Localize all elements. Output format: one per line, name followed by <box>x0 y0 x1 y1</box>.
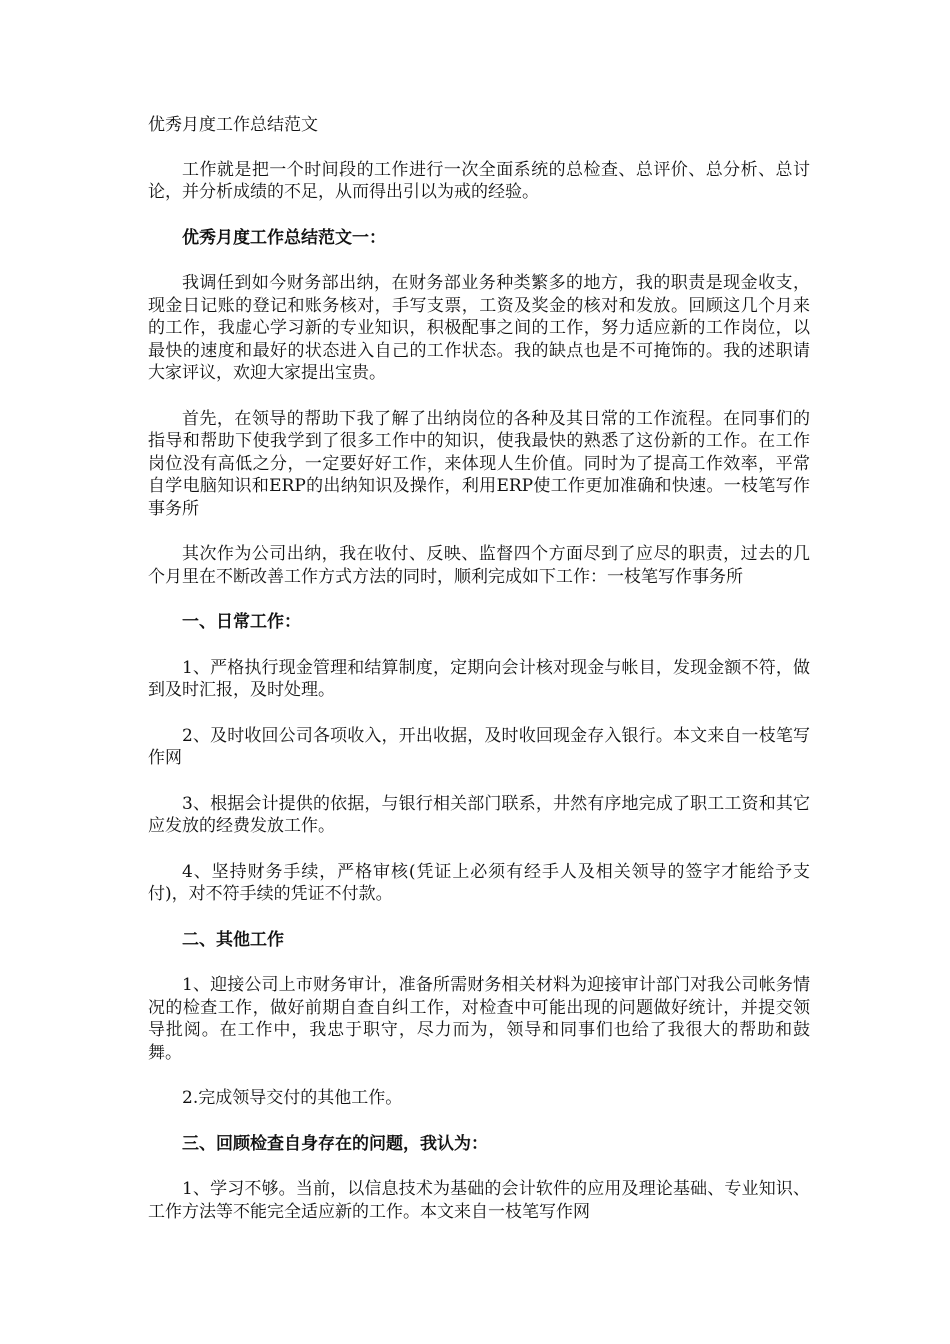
list-item-review-1: 1、学习不够。当前，以信息技术为基础的会计软件的应用及理论基础、专业知识、工作方法等不能完全适应新的工作。本文来自一枝笔写作网 <box>148 1179 810 1222</box>
document-body <box>148 114 810 1246</box>
section-heading-review: 三、回顾检查自身存在的问题，我认为： <box>182 1133 488 1154</box>
document-title: 优秀月度工作总结范文 <box>148 115 318 135</box>
list-item-daily-1: 1、严格执行现金管理和结算制度，定期向会计核对现金与帐目，发现金额不符，做到及时汇报，及时处理。 <box>148 657 810 700</box>
section-heading-sample-one: 优秀月度工作总结范文一： <box>182 227 386 248</box>
list-item-other-2: 2.完成领导交付的其他工作。 <box>182 1088 403 1108</box>
paragraph-first: 首先，在领导的帮助下我了解了出纳岗位的各种及其日常的工作流程。在同事们的指导和帮助下使我学到了很多工作中的知识，使我最快的熟悉了这份新的工作。在工作岗位没有高低之分，一定要好好工作，来体现人生价值。同时为了提高工作效率，平常自学电脑知识和ERP的出纳知识及操作，利用ERP使工作更加准确和快速。一枝笔写作事务所 <box>148 408 810 519</box>
section-heading-daily-work: 一、日常工作： <box>182 612 301 632</box>
intro-paragraph: 工作就是把一个时间段的工作进行一次全面系统的总检查、总评价、总分析、总讨论，并分析成绩的不足，从而得出引以为戒的经验。 <box>148 159 810 202</box>
list-item-daily-4: 4、坚持财务手续，严格审核(凭证上必须有经手人及相关领导的签字才能给予支付)，对不符手续的凭证不付款。 <box>148 861 810 904</box>
section-heading-other-work: 二、其他工作 <box>182 929 284 950</box>
list-item-daily-2: 2、及时收回公司各项收入，开出收据，及时收回现金存入银行。本文来自一枝笔写作网 <box>148 725 810 768</box>
paragraph-role-overview: 我调任到如今财务部出纳，在财务部业务种类繁多的地方，我的职责是现金收支，现金日记账的登记和账务核对，手写支票，工资及奖金的核对和发放。回顾这几个月来的工作，我虚心学习新的专业知识，积极配事之间的工作，努力适应新的工作岗位，以最快的速度和最好的状态进入自己的工作状态。我的缺点也是不可掩饰的。我的述职请大家评议，欢迎大家提出宝贵。 <box>148 273 810 383</box>
paragraph-second: 其次作为公司出纳，我在收付、反映、监督四个方面尽到了应尽的职责，过去的几个月里在不断改善工作方式方法的同时，顺利完成如下工作：一枝笔写作事务所 <box>148 544 810 587</box>
list-item-daily-3: 3、根据会计提供的依据，与银行相关部门联系，井然有序地完成了职工工资和其它应发放的经费发放工作。 <box>148 793 810 836</box>
list-item-other-1: 1、迎接公司上市财务审计，准备所需财务相关材料为迎接审计部门对我公司帐务情况的检查工作，做好前期自查自纠工作，对检查中可能出现的问题做好统计，并提交领导批阅。在工作中，我忠于职守，尽力而为，领导和同事们也给了我很大的帮助和鼓舞。 <box>148 975 810 1063</box>
